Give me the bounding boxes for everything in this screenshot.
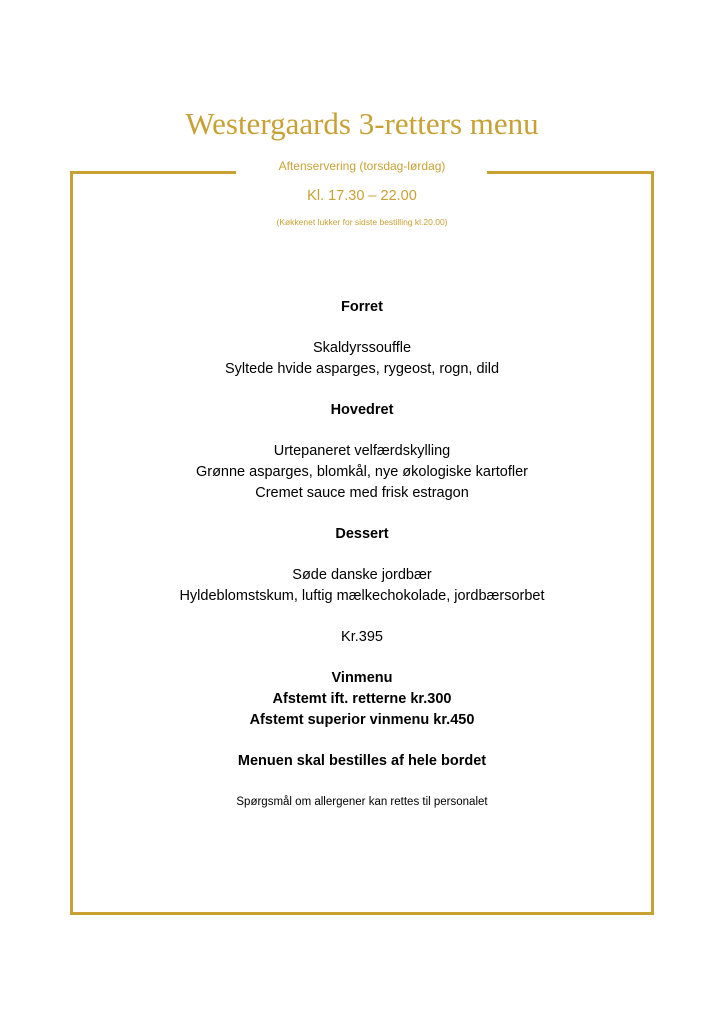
- main-dish: Urtepaneret velfærdskylling: [273, 443, 451, 459]
- frame-bottom-border: [70, 912, 654, 915]
- main-heading: Hovedret: [330, 402, 394, 418]
- starter-detail: Syltede hvide asparges, rygeost, rogn, dild: [224, 361, 500, 377]
- menu-content: [73, 297, 651, 813]
- dessert-dish: Søde danske jordbær: [292, 567, 432, 583]
- frame-right-border: [651, 171, 654, 915]
- starter-dish: Skaldyrssouffle: [312, 340, 412, 356]
- main-detail-2: Cremet sauce med frisk estragon: [255, 485, 469, 501]
- wine-option-1: Afstemt ift. retterne kr.300: [272, 691, 452, 707]
- main-detail-1: Grønne asparges, blomkål, nye økologiske kartofler: [195, 464, 529, 480]
- wine-option-2: Afstemt superior vinmenu kr.450: [249, 712, 475, 728]
- table-note: Menuen skal bestilles af hele bordet: [237, 753, 487, 769]
- serving-hours: Kl. 17.30 – 22.00: [307, 188, 417, 204]
- dessert-detail: Hyldeblomstskum, luftig mælkechokolade, jordbærsorbet: [179, 588, 545, 604]
- menu-title: Westergaards 3-retters menu: [185, 106, 539, 141]
- wine-heading: Vinmenu: [331, 670, 393, 686]
- allergen-note: Spørgsmål om allergener kan rettes til personalet: [236, 796, 488, 808]
- menu-price: Kr.395: [341, 629, 383, 645]
- kitchen-note: (Køkkenet lukker for sidste bestilling kl.20.00): [276, 217, 448, 227]
- starter-heading: Forret: [341, 299, 383, 315]
- dessert-heading: Dessert: [335, 526, 389, 542]
- serving-days: Aftenservering (torsdag-lørdag): [278, 159, 446, 173]
